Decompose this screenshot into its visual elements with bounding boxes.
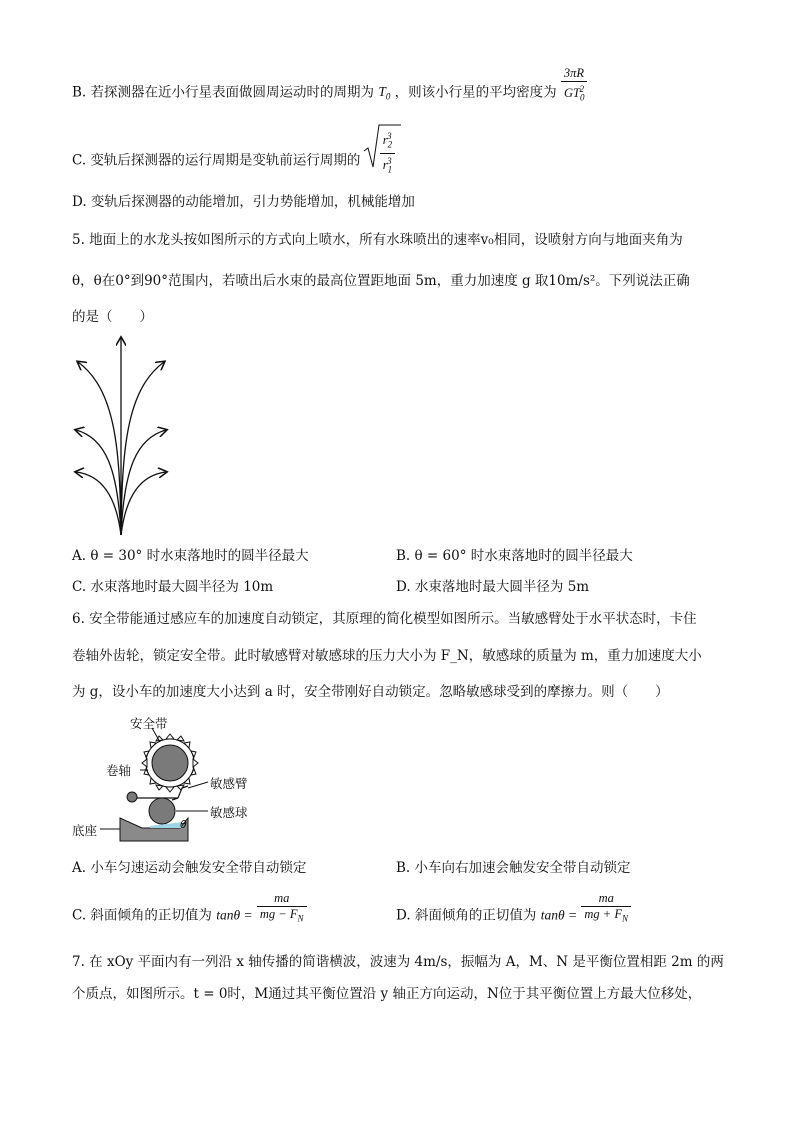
arm-pivot xyxy=(127,792,137,802)
q6-stem-line1: 6. 安全带能通过感应车的加速度自动锁定，其原理的简化模型如图所示。当敏感臂处于水平状态时，卡住 xyxy=(72,611,697,627)
q4-option-c xyxy=(72,131,395,177)
sensing-ball xyxy=(149,798,175,824)
q5-stem-line3: 的是（ ） xyxy=(72,309,153,325)
q6-option-a: A. 小车匀速运动会触发安全带自动锁定 xyxy=(72,860,307,876)
q4-option-b-density-fraction: $\frac{3\pi R}{GT_0^2}$ xyxy=(561,66,587,106)
label-ball: 敏感球 xyxy=(210,805,248,820)
q6-option-c-fraction: $\frac{ma}{mg - F_N}$ xyxy=(257,891,307,927)
q6-seatbelt-figure xyxy=(72,708,300,848)
label-belt: 安全带 xyxy=(130,716,168,731)
q7-stem-line2: 个质点，如图所示。t = 0时，M通过其平衡位置沿 y 轴正方向运动，N位于其平衡位置上方最大位移处， xyxy=(72,986,702,1002)
q6-stem-line2: 卷轴外齿轮，锁定安全带。此时敏感臂对敏感球的压力大小为 F_N，敏感球的质量为 m，重力加速度大小 xyxy=(72,648,702,664)
q4-option-b xyxy=(72,66,587,106)
label-arm: 敏感臂 xyxy=(210,776,248,791)
q4-option-d: D. 变轨后探测器的动能增加，引力势能增加，机械能增加 xyxy=(72,194,415,210)
jet-right-1 xyxy=(121,362,164,535)
label-theta: θ xyxy=(180,818,187,831)
q5-option-d: D. 水束落地时最大圆半径为 5m xyxy=(396,579,590,595)
q6-stem-line3: 为 g，设小车的加速度大小达到 a 时，安全带刚好自动锁定。忽略敏感球受到的摩擦力。则（ ） xyxy=(72,684,669,700)
q6-option-d-fraction: $\frac{ma}{mg + F_N}$ xyxy=(581,891,631,927)
q4-option-b-text: B. 若探测器在近小行星表面做圆周运动时的周期为 xyxy=(72,84,375,101)
q7-stem-line1: 7. 在 xOy 平面内有一列沿 x 轴传播的简谐横波，波速为 4m/s，振幅为 A，M、N 是平衡位置相距 2m 的两 xyxy=(72,954,724,970)
q5-water-jet-figure xyxy=(66,330,176,540)
reel-gear-icon xyxy=(142,734,198,792)
q4-option-b-t0: $T_0$ xyxy=(378,84,391,103)
q6-option-c: C. 斜面倾角的正切值为 tanθ = $\frac{ma}{mg - F_N}$ xyxy=(72,905,307,927)
q5-stem-line2: θ，θ在0°到90°范围内，若喷出后水束的最高位置距地面 5m，重力加速度 g 取10m/s²。下列说法正确 xyxy=(72,273,690,289)
q5-option-b: B. θ = 60° 时水束落地时的圆半径最大 xyxy=(396,548,633,564)
q6-option-d: D. 斜面倾角的正切值为 tanθ = $\frac{ma}{mg + F_N}$ xyxy=(396,905,631,927)
q4-option-c-text: C. 变轨后探测器的运行周期是变轨前运行周期的 xyxy=(72,152,361,169)
sqrt-sign-icon xyxy=(363,123,403,169)
q6-option-b: B. 小车向右加速会触发安全带自动锁定 xyxy=(396,860,631,876)
q5-option-c: C. 水束落地时最大圆半径为 10m xyxy=(72,579,274,595)
label-base: 底座 xyxy=(72,823,98,838)
q4-option-b-mid: ，则该小行星的平均密度为 xyxy=(394,84,557,101)
label-reel: 卷轴 xyxy=(106,763,132,778)
jet-left-1 xyxy=(78,362,121,535)
q4-option-c-sqrt: $\frac{r_2^3}{r_1^3}$ xyxy=(365,129,395,177)
q5-stem-line1: 5. 地面上的水龙头按如图所示的方式向上喷水，所有水珠喷出的速率v₀相同，设喷射方向与地面夹角为 xyxy=(72,232,683,248)
q5-option-a: A. θ = 30° 时水束落地时的圆半径最大 xyxy=(72,548,309,564)
